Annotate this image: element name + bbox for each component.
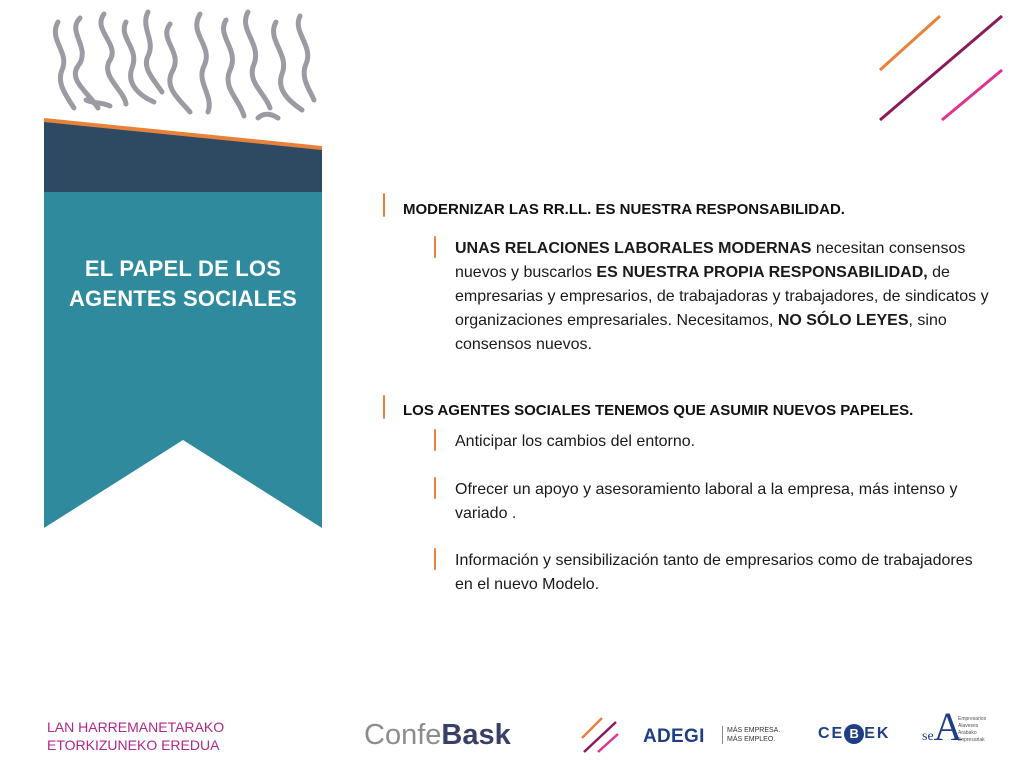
title-banner bbox=[44, 118, 322, 528]
bullet-bar bbox=[434, 236, 436, 258]
section-2-item-2: Ofrecer un apoyo y asesoramiento laboral a la empresa, más intenso y variado . bbox=[455, 481, 958, 522]
sea-logo: seA bbox=[922, 704, 963, 749]
cebek-dot-icon: B bbox=[844, 724, 864, 744]
sea-tagline: Empresarios Alaveses Arabako Enpresariak bbox=[958, 716, 987, 743]
adegi-logo: ADEGI bbox=[643, 726, 705, 747]
section-heading-2: LOS AGENTES SOCIALES TENEMOS QUE ASUMIR NUEVOS PAPELES. bbox=[403, 402, 914, 419]
bullet-bar bbox=[434, 429, 436, 451]
footer-tagline: LAN HARREMANETARAKO ETORKIZUNEKO EREDUA bbox=[47, 719, 225, 753]
bullet-bar bbox=[434, 548, 436, 570]
bullet-bar bbox=[383, 395, 385, 419]
decorative-stripes bbox=[870, 10, 1010, 130]
section-2-item-3: Información y sensibilización tanto de empresarios como de trabajadores en el nuevo Modelo. bbox=[455, 552, 973, 593]
cebek-logo: CE B EK bbox=[818, 725, 891, 742]
slashes-logo-icon bbox=[580, 716, 620, 754]
confebask-logo: ConfeBask bbox=[364, 719, 511, 751]
section-heading-1: MODERNIZAR LAS RR.LL. ES NUESTRA RESPONSABILIDAD. bbox=[403, 201, 845, 218]
section-2-item-1: Anticipar los cambios del entorno. bbox=[455, 433, 696, 450]
bullet-bar bbox=[383, 193, 385, 217]
section-1-paragraph: UNAS RELACIONES LABORALES MODERNAS necesitan consensos nuevos y buscarlos ES NUESTRA PROPIA RESPONSABILIDAD, de empresarias y empresarios, de trabajadoras y trabajadores, de sindicatos y organizaciones empresariales. Necesitamos, NO SÓLO LEYES, sino consensos nuevos. bbox=[455, 240, 989, 353]
slide-title: EL PAPEL DE LOS AGENTES SOCIALES bbox=[68, 256, 298, 311]
adegi-tagline: MÁS EMPRESA. MÁS EMPLEO. bbox=[722, 726, 780, 744]
bullet-bar bbox=[434, 477, 436, 499]
